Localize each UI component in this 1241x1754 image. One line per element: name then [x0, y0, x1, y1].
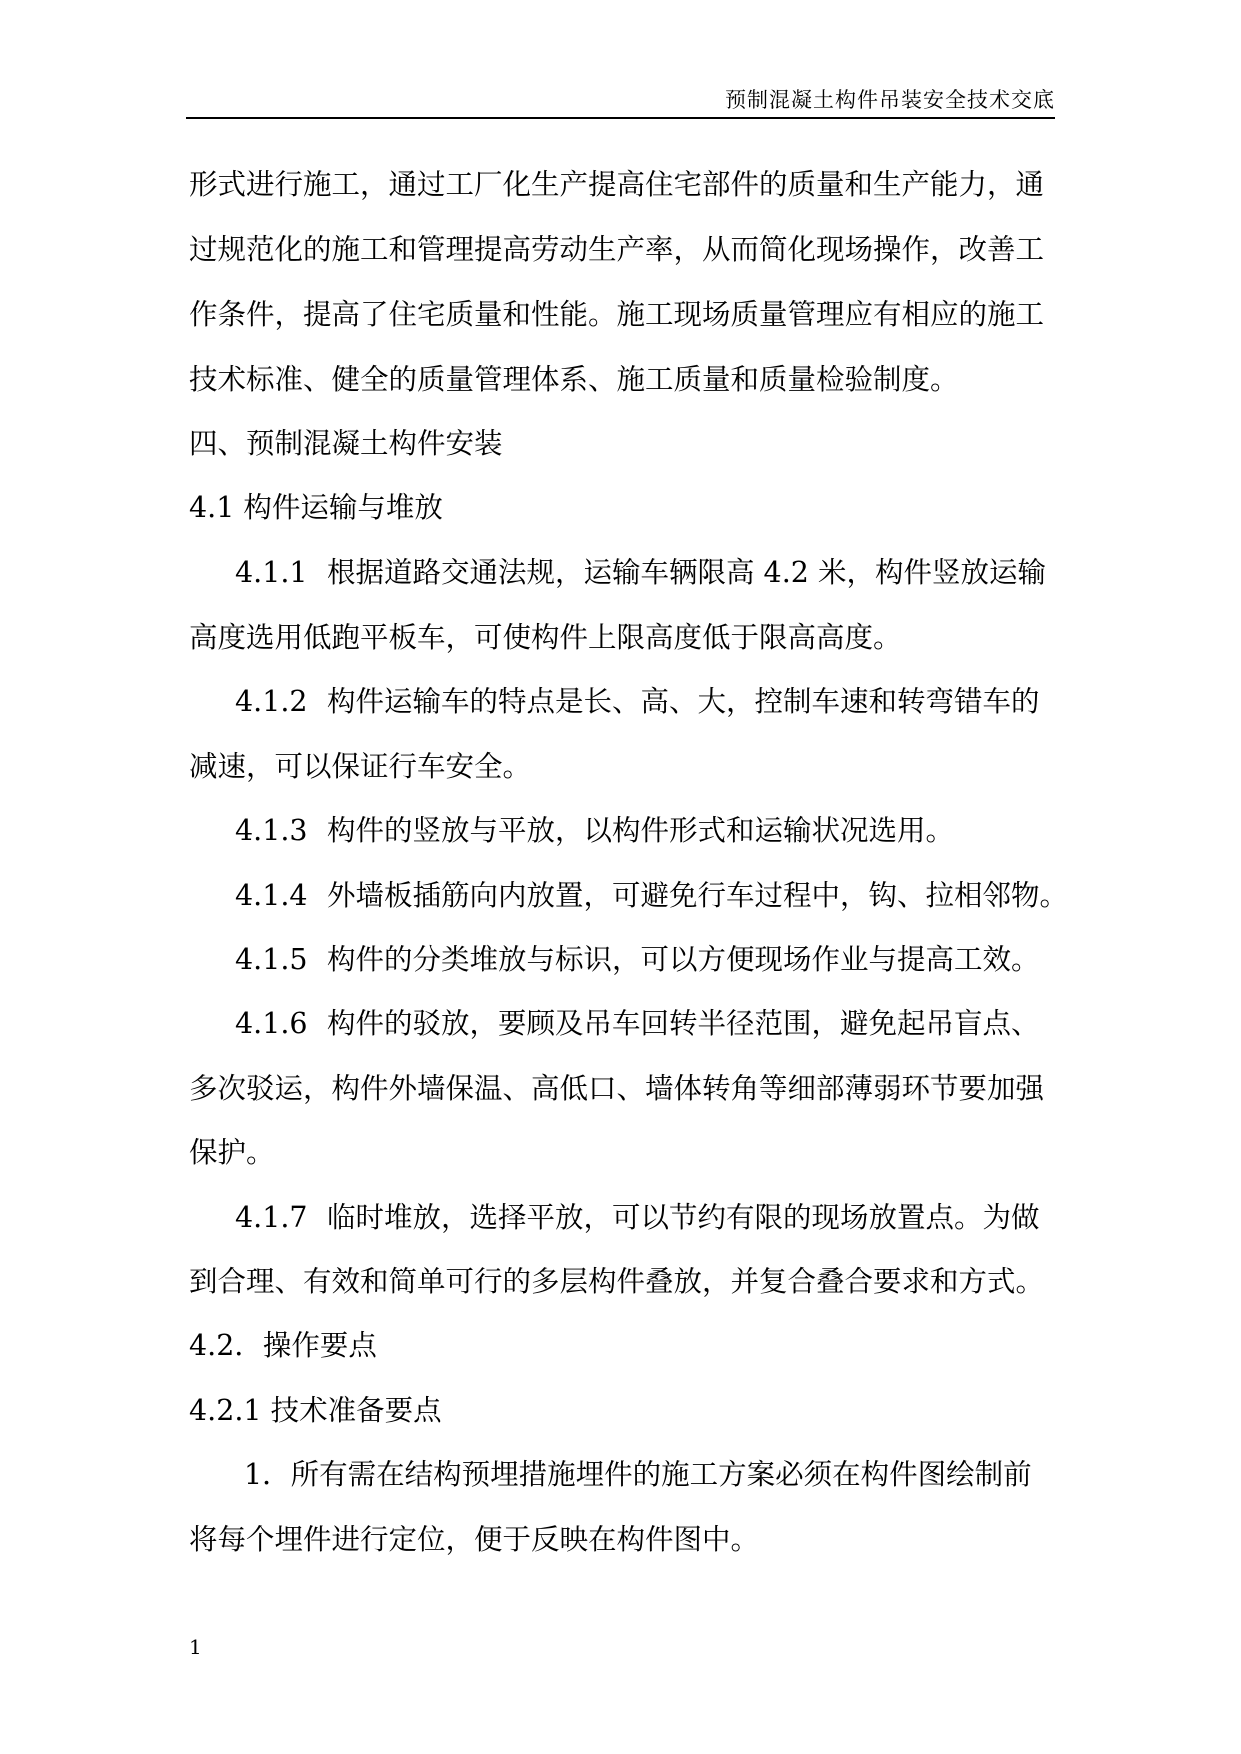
item-4-1-1 — [235, 553, 1046, 593]
item-text: 构件的竖放与平放，以构件形式和运输状况选用。 — [327, 814, 955, 847]
paragraph-line: 过规范化的施工和管理提高劳动生产率，从而简化现场操作，改善工 — [189, 233, 1045, 266]
item-4-1-2 — [235, 682, 1040, 722]
header-rule — [186, 117, 1055, 119]
section-heading-4-2-1: 4.2.1 技术准备要点 — [189, 1394, 442, 1427]
item-4-1-4 — [235, 876, 1068, 916]
section-heading-4-2: 4.2．操作要点 — [189, 1329, 377, 1362]
item-text: 构件的驳放，要顾及吊车回转半径范围，避免起吊盲点、 — [327, 1007, 1040, 1040]
item-number: 4.1.6 — [235, 1007, 308, 1040]
section-heading-4: 四、预制混凝土构件安装 — [189, 427, 503, 460]
header-title: 预制混凝土构件吊装安全技术交底 — [725, 88, 1055, 112]
item-text: 构件的分类堆放与标识，可以方便现场作业与提高工效。 — [327, 943, 1040, 976]
item-number: 4.1.1 — [235, 556, 308, 589]
item-number: 4.1.4 — [235, 879, 308, 912]
item-text: 临时堆放，选择平放，可以节约有限的现场放置点。为做 — [327, 1201, 1040, 1234]
item-number: 4.1.7 — [235, 1201, 308, 1234]
numbered-item-1: 1．所有需在结构预埋措施埋件的施工方案必须在构件图绘制前 — [244, 1458, 1032, 1491]
item-number: 4.1.3 — [235, 814, 308, 847]
item-text: 构件运输车的特点是长、高、大，控制车速和转弯错车的 — [327, 685, 1040, 718]
item-continuation: 保护。 — [189, 1136, 275, 1169]
item-continuation: 高度选用低跑平板车，可使构件上限高度低于限高高度。 — [189, 621, 902, 654]
item-continuation: 将每个埋件进行定位，便于反映在构件图中。 — [189, 1523, 760, 1556]
section-heading-4-1: 4.1 构件运输与堆放 — [189, 491, 443, 524]
item-4-1-5 — [235, 940, 1040, 980]
item-text: 外墙板插筋向内放置，可避免行车过程中，钩、拉相邻物。 — [327, 879, 1069, 912]
item-number: 4.1.5 — [235, 943, 308, 976]
paragraph-line: 形式进行施工，通过工厂化生产提高住宅部件的质量和生产能力，通 — [189, 168, 1045, 201]
paragraph-line: 技术标准、健全的质量管理体系、施工质量和质量检验制度。 — [189, 363, 959, 396]
item-continuation: 多次驳运，构件外墙保温、高低口、墙体转角等细部薄弱环节要加强 — [189, 1072, 1045, 1105]
item-continuation: 减速，可以保证行车安全。 — [189, 750, 532, 783]
item-number: 4.1.2 — [235, 685, 308, 718]
page-number: 1 — [189, 1635, 202, 1659]
item-continuation: 到合理、有效和简单可行的多层构件叠放，并复合叠合要求和方式。 — [189, 1265, 1045, 1298]
item-4-1-6 — [235, 1004, 1040, 1044]
item-text: 根据道路交通法规，运输车辆限高 4.2 米，构件竖放运输 — [327, 556, 1046, 589]
item-4-1-7 — [235, 1198, 1040, 1238]
item-4-1-3 — [235, 811, 954, 851]
paragraph-line: 作条件，提高了住宅质量和性能。施工现场质量管理应有相应的施工 — [189, 298, 1045, 331]
